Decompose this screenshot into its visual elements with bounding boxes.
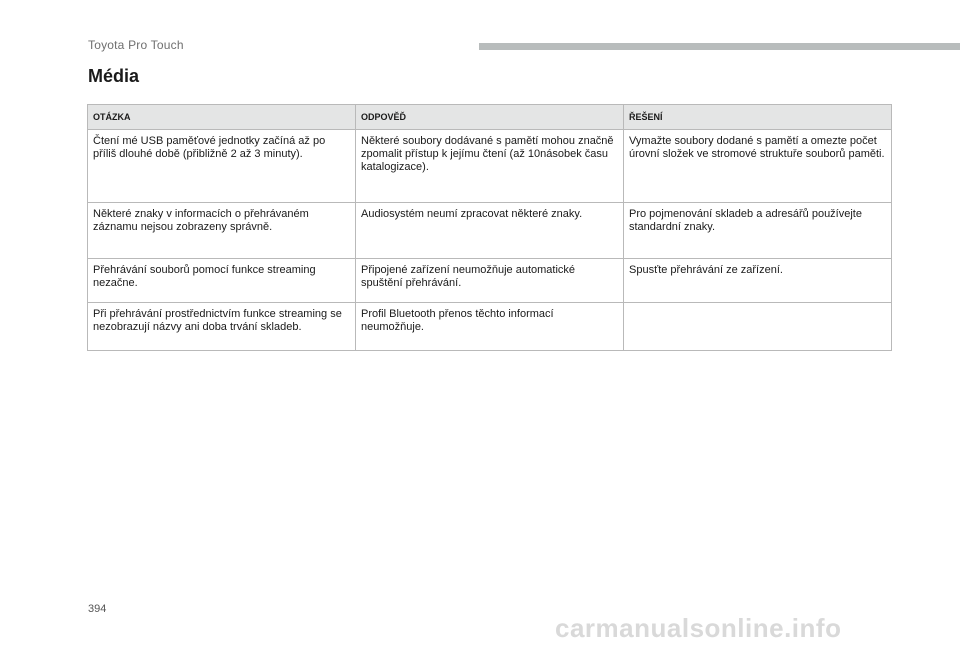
table-row — [88, 203, 892, 259]
cell-answer: Připojené zařízení neumožňuje automatické spuštění přehrávání. — [356, 259, 624, 303]
column-header-solution: ŘEŠENÍ — [624, 105, 892, 130]
cell-solution: Vymažte soubory dodané s pamětí a omezte počet úrovní složek ve stromové struktuře souborů paměti. — [624, 130, 892, 203]
watermark: carmanualsonline.info — [555, 613, 842, 643]
column-header-answer: ODPOVĚĎ — [356, 105, 624, 130]
cell-question: Některé znaky v informacích o přehrávaném záznamu nejsou zobrazeny správně. — [88, 203, 356, 259]
table-row — [88, 303, 892, 351]
page-number: 394 — [88, 603, 107, 615]
cell-answer: Profil Bluetooth přenos těchto informací neumožňuje. — [356, 303, 624, 351]
table-row — [88, 259, 892, 303]
cell-solution: Spusťte přehrávání ze zařízení. — [624, 259, 892, 303]
header-title: Toyota Pro Touch — [88, 38, 184, 52]
cell-question: Přehrávání souborů pomocí funkce streaming nezačne. — [88, 259, 356, 303]
table-header-row — [88, 105, 892, 130]
table-row — [88, 130, 892, 203]
cell-answer: Audiosystém neumí zpracovat některé znaky. — [356, 203, 624, 259]
cell-solution: Pro pojmenování skladeb a adresářů používejte standardní znaky. — [624, 203, 892, 259]
section-title: Média — [88, 66, 140, 86]
cell-answer: Některé soubory dodávané s pamětí mohou značně zpomalit přístup k jejímu čtení (až 10násobek času katalogizace). — [356, 130, 624, 203]
cell-question: Čtení mé USB paměťové jednotky začíná až po příliš dlouhé době (přibližně 2 až 3 minuty). — [88, 130, 356, 203]
cell-solution — [624, 303, 892, 351]
faq-table — [87, 104, 892, 351]
column-header-question: OTÁZKA — [88, 105, 356, 130]
header-bar — [479, 43, 960, 50]
cell-question: Při přehrávání prostřednictvím funkce streaming se nezobrazují názvy ani doba trvání skladeb. — [88, 303, 356, 351]
